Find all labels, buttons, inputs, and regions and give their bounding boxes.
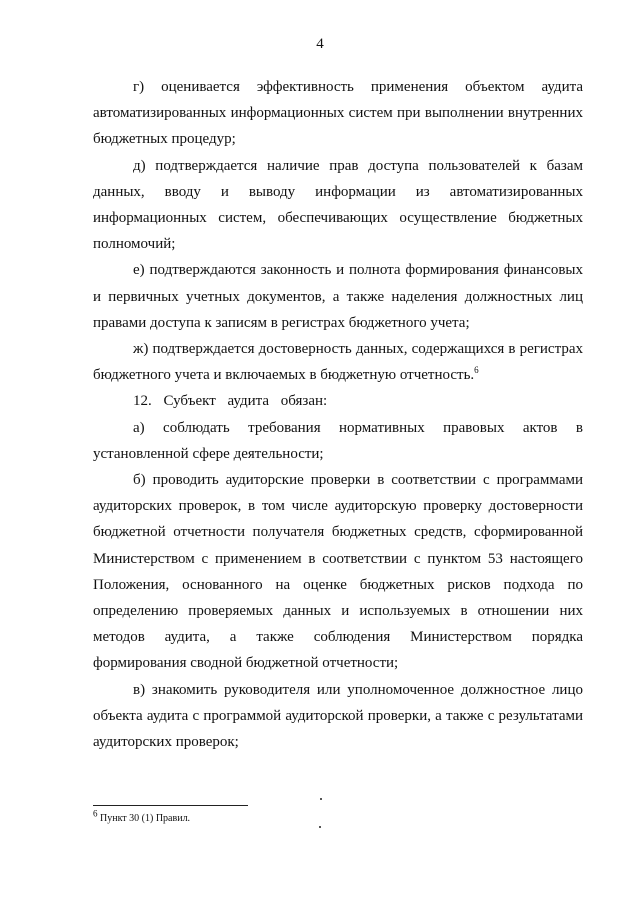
scan-speck xyxy=(320,798,322,800)
paragraph-e: е) подтверждаются законность и полнота формирования финансовых и первичных учетных документов, а также наделения должностных лиц правами доступа к записям в регистрах бюджетного учета; xyxy=(93,262,583,331)
paragraph-zh-text: ж) подтверждается достоверность данных, содержащихся в регистрах бюджетного учета и включаемых в бюджетную отчетность. xyxy=(93,341,583,384)
footnote-text: Пункт 30 (1) Правил. xyxy=(100,813,191,824)
footnote-divider xyxy=(93,805,248,806)
paragraph-d: д) подтверждается наличие прав доступа пользователей к базам данных, вводу и выводу информации из автоматизированных информационных систем, обеспечивающих осуществление бюджетных полномочий; xyxy=(93,157,583,253)
page-number: 4 xyxy=(316,36,324,52)
footnote xyxy=(93,808,191,825)
footnote-marker: 6 xyxy=(93,808,98,819)
paragraph-v: в) знакомить руководителя или уполномоченное должностное лицо объекта аудита с программой аудиторской проверки, а также с результатами аудиторских проверок; xyxy=(93,681,583,751)
scan-speck xyxy=(319,826,321,828)
paragraph-zh xyxy=(93,336,583,388)
paragraph-a: а) соблюдать требования нормативных правовых актов в установленной сфере деятельности; xyxy=(93,419,583,462)
document-body xyxy=(93,74,583,755)
section-12-heading: 12. Субъект аудита обязан: xyxy=(133,393,328,410)
paragraph-g: г) оценивается эффективность применения объектом аудита автоматизированных информационных систем при выполнении внутренних бюджетных процедур; xyxy=(93,79,583,148)
paragraph-b: б) проводить аудиторские проверки в соответствии с программами аудиторских проверок, в том числе аудиторскую проверку достоверности бюджетной отчетности получателя бюджетных средств, сформированной Министерством с применением в соответствии с пунктом 53 настоящего Положения, основанного на оценке бюджетных рисков подхода по определению проверяемых данных и используемых в отношении них методов аудита, а также соблюдения Министерством порядка формирования сводной бюджетной отчетности; xyxy=(93,472,583,672)
footnote-reference: 6 xyxy=(474,365,479,376)
